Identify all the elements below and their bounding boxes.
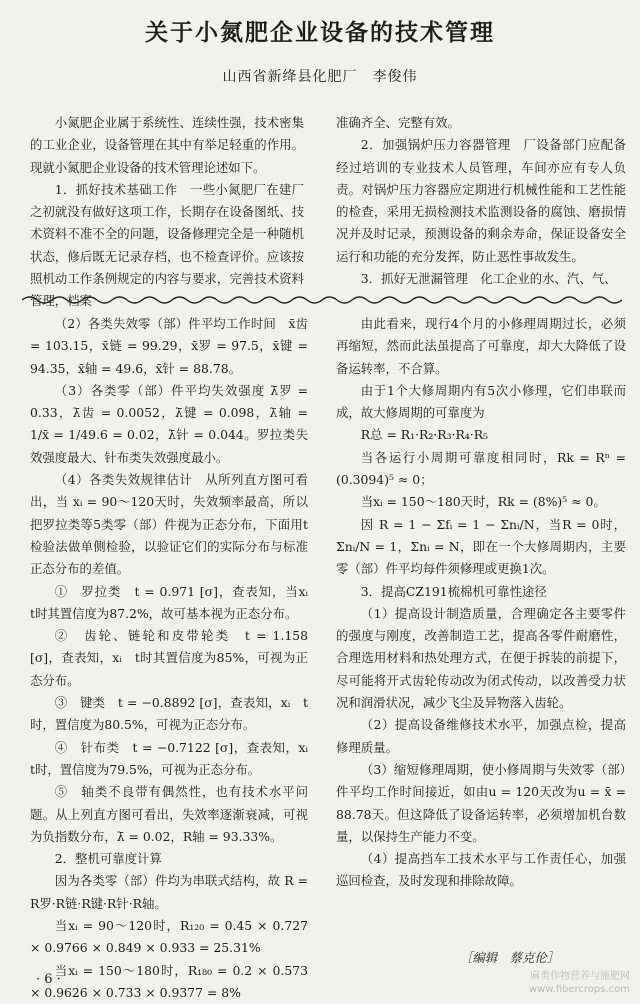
paragraph: 由于1个大修周期内有5次小修理，它们串联而成，故大修周期的可靠度为 — [336, 382, 626, 421]
author-line: 山西省新绛县化肥厂 李俊伟 — [222, 69, 418, 85]
watermark — [529, 970, 630, 996]
paragraph: （3）缩短修理周期，使小修周期与失效零（部）件平均工作时间接近，如由u = 120天改为u = x̄ = 88.78天。但这降低了设备运转率，必须增加机台数量，以保持生产能力不变。 — [336, 761, 626, 844]
paragraph: （2）各类失效零（部）件平均工作时间 x̄齿 = 103.15，x̄链 = 99.29，x̄罗 = 97.5，x̄键 = 94.35，x̄轴 = 49.6，x̄针 = 88.78。 — [30, 316, 308, 376]
column-top-right — [336, 112, 626, 290]
column-bottom-right — [336, 313, 626, 893]
paragraph: 因 R = 1 − Σfᵢ = 1 − Σnᵢ/N，当R = 0时，Σnᵢ/N = 1，Σnᵢ = N，即在一个大修周期内，主要零（部）件平均每件须修理或更换1次。 — [336, 516, 626, 577]
paragraph: 当各运行小周期可靠度相同时，Rk = Rⁿ = (0.3094)⁵ ≈ 0； — [336, 449, 626, 488]
formula: R总 = R₁·R₂·R₃·R₄·R₅ — [360, 427, 489, 443]
column-bottom-left — [30, 313, 321, 1004]
watermark-line: www.fibercrops.com — [528, 984, 630, 995]
watermark-line: 麻类作物营养与施肥网 — [530, 971, 630, 982]
article-title: 关于小氮肥企业设备的技术管理 — [145, 19, 495, 46]
paragraph: ④ 针布类 t = −0.7122 [σ]，查表知，xᵢ t时，置信度为79.5%，可视为正态分布。 — [30, 739, 321, 777]
paragraph: 2．加强锅炉压力容器管理 厂设备部门应配备经过培训的专业技术人员管理，车间亦应有专人负责。对锅炉压力容器应定期进行机械性能和工艺性能的检查，采用无损检测技术监测设备的腐蚀、磨损情况并及时记录，预测设备的剩余寿命，保证设备安全运行和功能的充分发挥，防止恶性事故发生。 — [336, 137, 626, 264]
paragraph: ② 齿轮、链轮和皮带轮类 t = 1.158 [σ]，查表知，xᵢ t时其置信度为85%，可视为正态分布。 — [30, 628, 308, 688]
paragraph: 当xᵢ = 90～120时，R₁₂₀ = 0.45 × 0.727 × 0.9766 × 0.849 × 0.933 = 25.31% — [30, 918, 308, 956]
paragraph: 因为各类零（部）件均为串联式结构，故 R = R罗·R链·R键·R针·R轴。 — [30, 873, 308, 911]
paragraph: 当xᵢ = 150～180天时，Rk = (8%)⁵ ≈ 0。 — [360, 494, 606, 510]
paragraph: 由此看来，现行4个月的小修理周期过长，必须再缩短，然而此法虽提高了可靠度，却大大降低了设备运转率，不合算。 — [336, 316, 626, 376]
paragraph: 准确齐全、完整有效。 — [336, 115, 460, 130]
paragraph: 小氮肥企业属于系统性、连续性强，技术密集的工业企业，设备管理在其中有举足轻重的作用。现就小氮肥企业设备的技术管理论述如下。 — [30, 115, 304, 175]
paragraph: ③ 键类 t = −0.8892 [σ]，查表知，xᵢ t时，置信度为80.5%，可视为正态分布。 — [30, 695, 308, 733]
paragraph: 当xᵢ = 150～180时，R₁₈₀ = 0.2 × 0.573 × 0.9626 × 0.733 × 0.9377 = 8% — [30, 962, 308, 1000]
paragraph: （1）提高设计制造质量，合理确定各主要零件的强度与刚度，改善制造工艺，提高各零件耐磨性，合理选用材料和热处理方式，在便于拆装的前提下，尽可能将开式齿轮传动改为闭式传动，以改善受力状况和润滑状况，减少飞尘及异物落入齿轮。 — [336, 605, 626, 711]
section-heading: 2．整机可靠度计算 — [54, 851, 162, 867]
section-heading: 3．提高CZ191梳棉机可靠性途径 — [360, 583, 547, 599]
paragraph: （4）各类失效规律估计 从所列直方图可看出，当 xᵢ = 90～120天时，失效频率最高，所以把罗拉类等5类零（部）件视为正态分布，下面用t检验法做单侧检验，以验证它们的实际分布与标准正态分布的差值。 — [30, 472, 308, 577]
page-number: · 6 · — [36, 972, 61, 987]
paragraph: ① 罗拉类 t = 0.971 [σ]，查表知，当xᵢ t时其置信度为87.2%，故可基本视为正态分布。 — [30, 583, 321, 621]
paragraph: （3）各类零（部）件平均失效强度 λ̄罗 = 0.33，λ̄齿 = 0.0052，λ̄键 = 0.098，λ̄轴 = 1/x̄ = 1/49.6 = 0.02，λ̄针 = 0.044。罗拉类失效强度最大、针布类失效强度最小。 — [30, 382, 308, 465]
paragraph: 1．抓好技术基础工作 一些小氮肥厂在建厂之初就没有做好这项工作，长期存在设备图纸、技术资料不准不全的问题，设备修理完全是一种随机状态，修后既无记录存档，也不检查评价。应该按照机动工作条例规定的内容与要求，完善技术资料管理，档案 — [30, 181, 304, 309]
article-divider — [22, 294, 622, 306]
paragraph: 3．抓好无泄漏管理 化工企业的水、汽、气、 — [360, 271, 617, 287]
paragraph: （2）提高设备维修技术水平，加强点检，提高修理质量。 — [336, 717, 626, 755]
paragraph: ⑤ 轴类不良带有偶然性，也有技术水平问题。从上列直方图可看出，失效率逐渐衰减，可视为负指数分布，λ̄ = 0.02，R轴 = 93.33%。 — [30, 784, 308, 844]
editor-signature: ［编辑 蔡克伦］ — [460, 950, 560, 965]
paragraph: （4）提高挡车工技术水平与工作责任心，加强巡回检查，及时发现和排除故障。 — [336, 851, 626, 889]
column-top-left — [30, 112, 304, 313]
